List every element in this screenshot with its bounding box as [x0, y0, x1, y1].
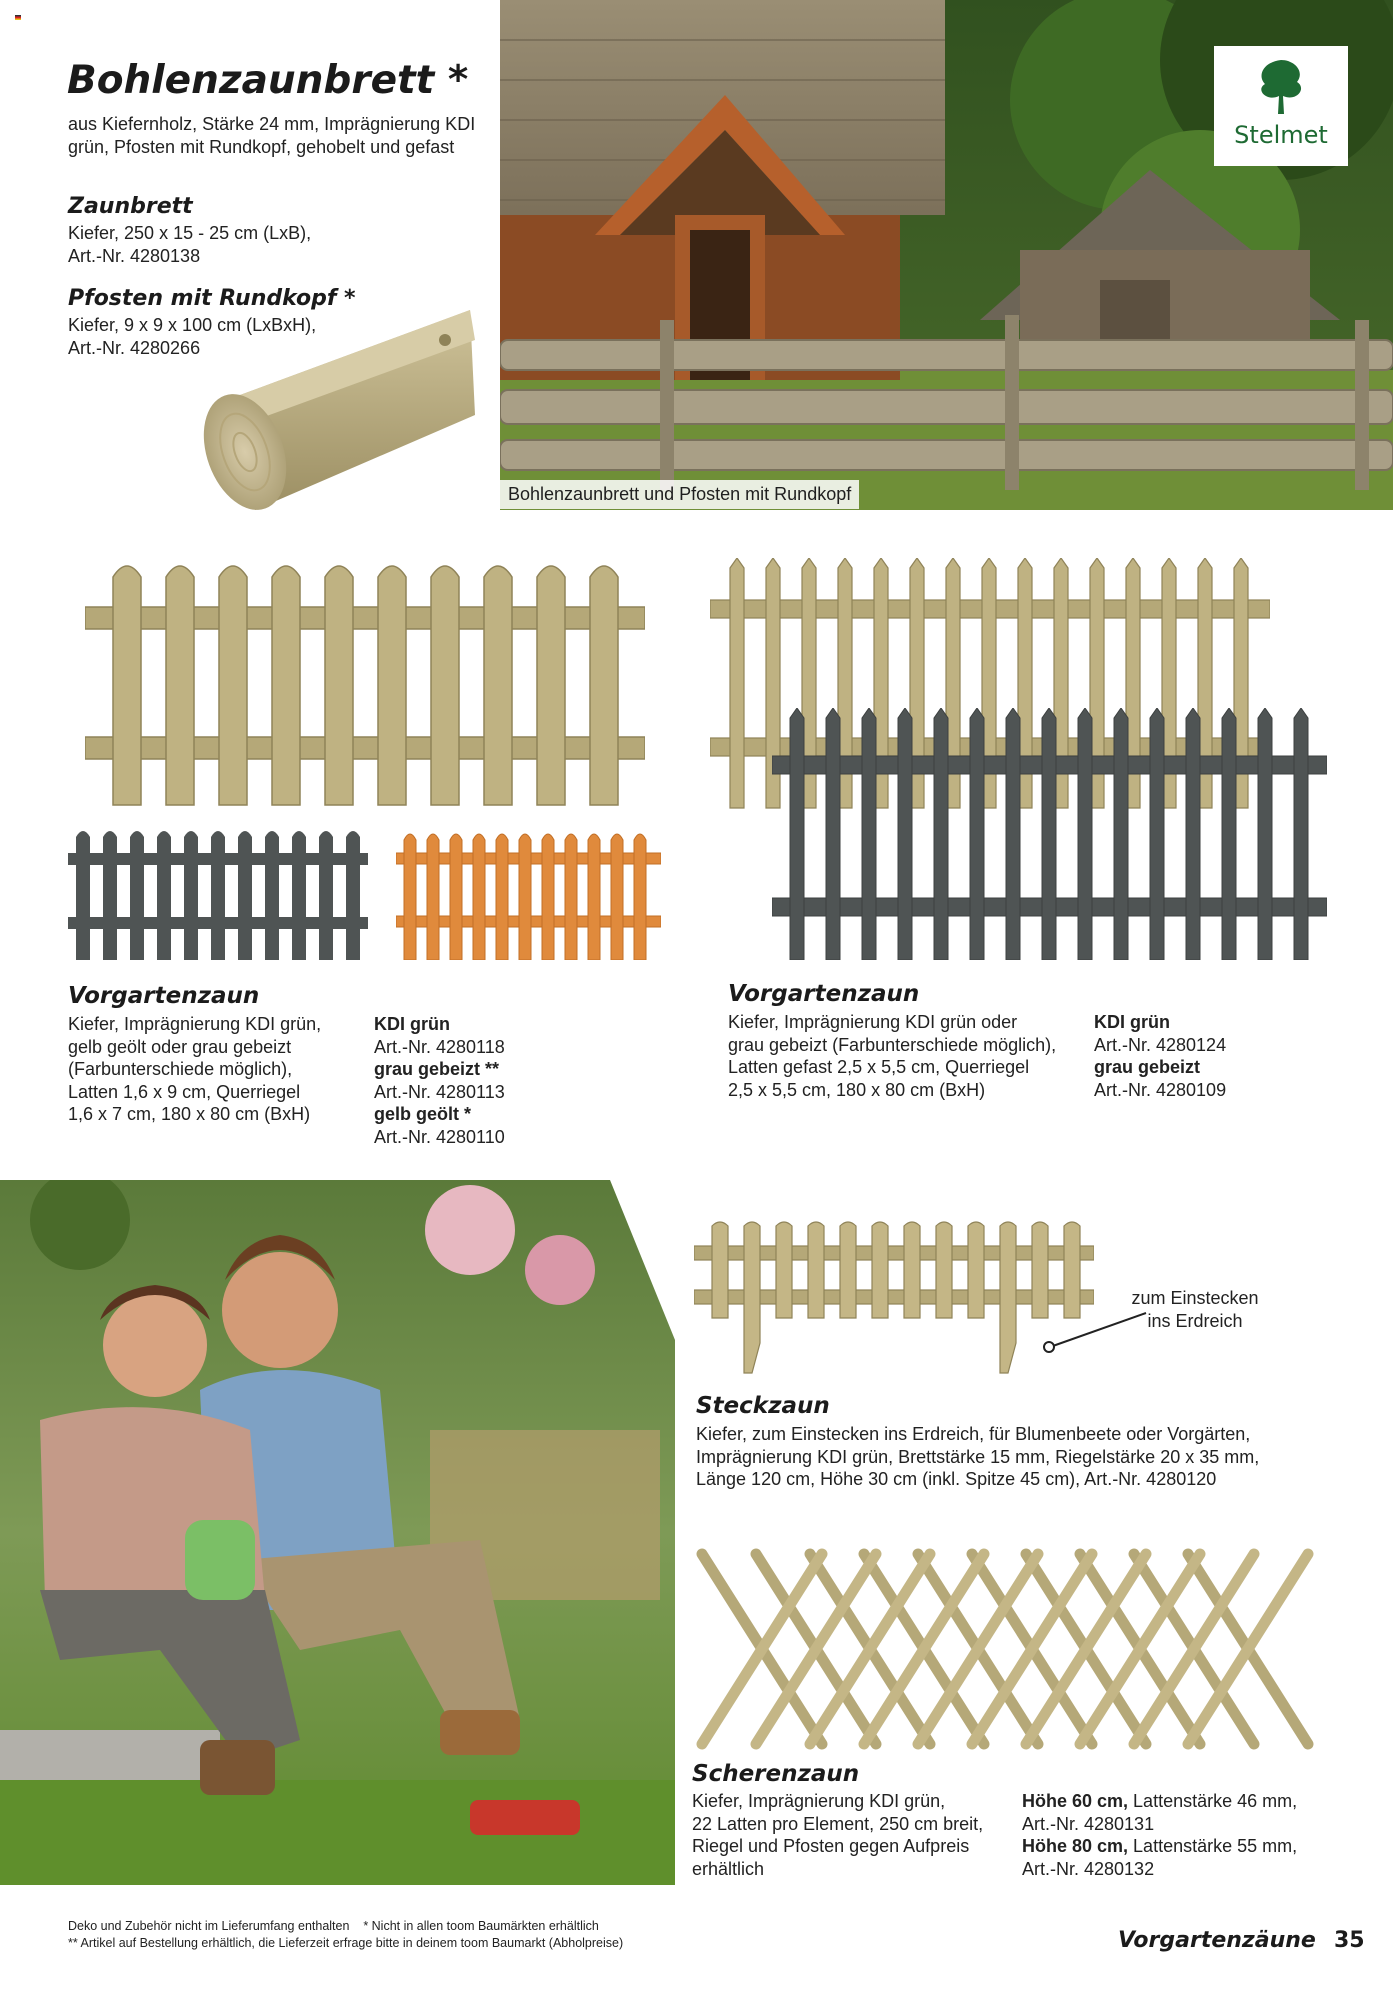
flag-mark: [15, 15, 21, 20]
vorgartenzaun-left-variants: KDI grün Art.-Nr. 4280118 grau gebeizt ** Art.-Nr. 4280113 gelb geölt * Art.-Nr. 4280110: [374, 1014, 505, 1147]
zaunbrett-details: Kiefer, 250 x 15 - 25 cm (LxB), Art.-Nr. 4280138: [68, 223, 312, 266]
vorgartenzaun-right-description: Kiefer, Imprägnierung KDI grün oder grau gebeizt (Farbunterschiede möglich), Latten gefast 2,5 x 5,5 cm, Querriegel 2,5 x 5,5 cm, 180 x 80 cm (BxH): [728, 1012, 1057, 1100]
page-number: 35: [1334, 1928, 1365, 1953]
footer-notes: Deko und Zubehör nicht im Lieferumfang enthalten * Nicht in allen toom Baumärkten erhältlich ** Artikel auf Bestellung erhältlich, die Lieferzeit erfrage bitte in deinem toom Baumarkt (Abholpreise): [68, 1919, 624, 1950]
vorgartenzaun-right-title: Vorgartenzaun: [728, 981, 920, 1007]
section-name: Vorgartenzäune: [1118, 1928, 1316, 1953]
scherenzaun-description: Kiefer, Imprägnierung KDI grün, 22 Latten pro Element, 250 cm breit, Riegel und Pfosten gegen Aufpreis erhältlich: [692, 1791, 984, 1879]
picket-fence-green-image: [85, 555, 645, 810]
hero-photo-caption: Bohlenzaunbrett und Pfosten mit Rundkopf: [500, 480, 859, 509]
vorgartenzaun-right-variants: KDI grün Art.-Nr. 4280124 grau gebeizt Art.-Nr. 4280109: [1094, 1012, 1227, 1100]
steckzaun-image: [694, 1218, 1094, 1378]
pfosten-details: Kiefer, 9 x 9 x 100 cm (LxBxH), Art.-Nr. 4280266: [68, 315, 317, 358]
scherenzaun-variants: Höhe 60 cm, Lattenstärke 46 mm, Art.-Nr. 4280131 Höhe 80 cm, Lattenstärke 55 mm, Art.-Nr. 4280132: [1022, 1791, 1298, 1879]
vorgartenzaun-left-description: Kiefer, Imprägnierung KDI grün, gelb geölt oder grau gebeizt (Farbunterschiede möglich), Latten 1,6 x 9 cm, Querriegel 1,6 x 7 cm, 180 x 80 cm (BxH): [68, 1014, 322, 1124]
couple-garden-photo: [0, 1180, 675, 1885]
tree-logo-icon: [1251, 56, 1311, 118]
product-title-bohlenzaunbrett: Bohlenzaunbrett *: [67, 58, 469, 103]
scherenzaun-title: Scherenzaun: [692, 1761, 860, 1787]
bohlenzaunbrett-description: aus Kiefernholz, Stärke 24 mm, Imprägnierung KDI grün, Pfosten mit Rundkopf, gehobelt und gefast: [68, 114, 476, 157]
pfosten-title: Pfosten mit Rundkopf *: [68, 286, 356, 311]
stelmet-logo: [1214, 46, 1348, 166]
vorgartenzaun-left-title: Vorgartenzaun: [68, 983, 260, 1009]
steckzaun-callout: zum Einstecken ins Erdreich: [1131, 1288, 1259, 1331]
picket-fence-grey-gefast-image: [772, 708, 1327, 960]
scherenzaun-image: [692, 1548, 1322, 1750]
steckzaun-title: Steckzaun: [696, 1393, 830, 1419]
zaunbrett-title: Zaunbrett: [68, 194, 193, 219]
round-post-image: [200, 300, 480, 520]
picket-fence-grey-image: [68, 825, 368, 960]
steckzaun-description: Kiefer, zum Einstecken ins Erdreich, für Blumenbeete oder Vorgärten, Imprägnierung KDI grün, Brettstärke 15 mm, Riegelstärke 20 x 35 mm, Länge 120 cm, Höhe 30 cm (inkl. Spitze 45 cm), Art.-Nr. 4280120: [696, 1424, 1260, 1489]
picket-fence-orange-image: [396, 828, 661, 960]
stelmet-logo-text: Stelmet: [1234, 121, 1328, 149]
